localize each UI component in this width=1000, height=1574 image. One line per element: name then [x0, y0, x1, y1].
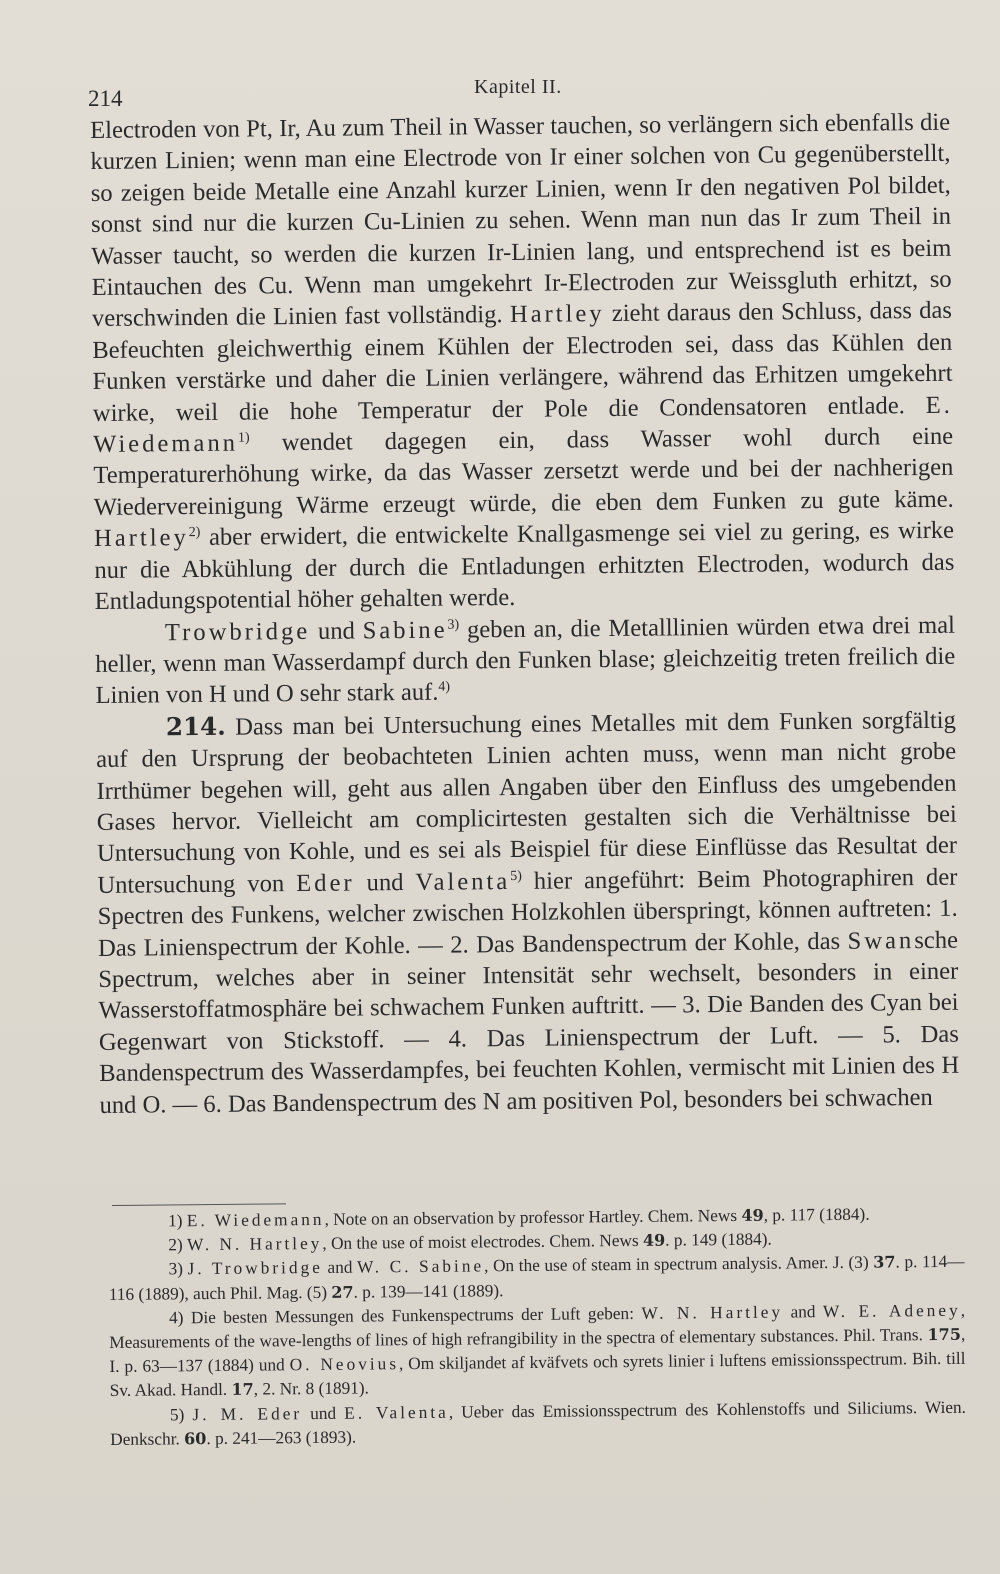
text-run: wendet dagegen ein, dass Wasser wohl durch eine Temperaturerhöhung wirke, da das Wasser zersetzt werde und bei der nachherigen Wiedervereinigung Wärme erzeugt würde, die eben dem Funken zu gute käme.: [93, 422, 954, 521]
footnote-ref: 4): [438, 679, 451, 695]
footnote-label: 4): [168, 1308, 184, 1328]
text-run: und: [301, 1403, 345, 1423]
footnote-label: 2): [168, 1235, 183, 1255]
author-name: Valenta: [415, 867, 511, 896]
text-run: . p. 114—116 (1889), auch Phil. Mag. (5): [108, 1252, 965, 1304]
paragraph-3: [96, 703, 960, 1121]
text-run: , Ueber das Emissionsspectrum des Kohlenstoffs und Siliciums. Wien. Denkschr.: [110, 1397, 967, 1449]
text-run: und: [310, 616, 363, 645]
volume-number: 49: [741, 1205, 764, 1225]
text-run: und: [354, 868, 416, 897]
author-name: E. Wiedemann: [93, 391, 953, 459]
footnote-ref: 2): [188, 525, 201, 541]
footnote-4: [109, 1299, 966, 1404]
footnote-ref: 3): [447, 616, 460, 633]
author-name: Eder: [296, 869, 355, 897]
text-run: , Note on an observation by professor Hartley. Chem. News: [324, 1205, 742, 1229]
text-run: , I. p. 63—137 (1884) und: [109, 1324, 966, 1377]
text-run: zieht daraus den Schluss, dass das Befeuchten gleichwerthig einem Kühlen der Electroden sei, dass das Kühlen den Funken verstärke und daher die Linien verlängere, während das Erhitzen umgekehrt wirke, weil die hohe Temperatur der Pole die Condensatoren entlade.: [92, 297, 953, 427]
text-run: sche Spectrum, welches aber in seiner Intensität sehr wechselt, besonders in einer Wasserstoffatmosphäre bei schwachem Funken auftritt. — 3. Die Banden des Cyan bei Gegenwart von Stickstoff. — 4. Das Linienspectrum der Luft. — 5. Das Bandenspectrum des Wasserdampfes, bei feuchten Kohlen, vermischt mit Linien des H und O. — 6. Das Bandenspectrum des N am positiven Pol, besonders bei schwachen: [98, 926, 960, 1119]
text-run: Dass man bei Untersuchung eines Metalles mit dem Funken sorgfältig auf den Ursprung der beobachteten Linien achten muss, wenn man nicht grobe Irrthümer begehen will, geht aus allen Angaben über den Einfluss des umgebenden Gases hervor. Vielleicht am complicirtesten gestalten sich die Verhältnisse bei Untersuchung von Kohle, und es sei als Beispiel für diese Einflüsse das Resultat der Untersuchung von: [96, 706, 958, 899]
footnote-3: [108, 1250, 964, 1307]
volume-number: 27: [331, 1282, 354, 1302]
author-name: J. Trowbridge: [187, 1258, 323, 1279]
text-run: aber erwidert, die entwickelte Knallgasmenge sei viel zu gering, es wirke nur die Abkühlung der durch die Entladungen erhitzten Electroden, wodurch das Entladungspotential höher gehalten werde.: [94, 517, 955, 616]
running-head: Kapitel II.: [474, 76, 562, 98]
section-number: 214.: [165, 711, 226, 742]
author-name: Swan: [847, 926, 915, 955]
footnotes: [108, 1202, 966, 1452]
author-name: W. N. Hartley: [641, 1302, 784, 1323]
text-run: Die besten Messungen des Funkenspectrums der Luft geben:: [190, 1303, 642, 1328]
text-run: geben an, die Metalllinien würden etwa drei mal heller, wenn man Wasserdampf durch den Funken blase; gleichzeitig treten freilich die Linien von H und O sehr stark auf.: [95, 611, 956, 710]
text-run: . p. 149 (1884).: [665, 1229, 772, 1250]
author-name: E. Valenta: [344, 1402, 449, 1423]
text-run: , p. 117 (1884).: [763, 1204, 870, 1225]
author-name: W. N. Hartley: [186, 1234, 323, 1255]
author-name: W. E. Adeney: [822, 1300, 961, 1321]
text-run: , On the use of moist electrodes. Chem. News: [322, 1231, 644, 1254]
text-run: and: [322, 1258, 358, 1278]
volume-number: 17: [231, 1380, 254, 1400]
text-run: , Om skiljandet af kväfvets och syrets linier i luftens emissionsspectrum. Bih. till Sv. Akad. Handl.: [109, 1348, 966, 1401]
text-run: Electroden von Pt, Ir, Au zum Theil in Wasser tauchen, so verlängern sich ebenfalls die kurzen Linien; wenn man eine Electrode von Ir einer solchen von Cu gegenüberstellt, so zeigen beide Metalle eine Anzahl kurzer Linien, wenn Ir den negativen Pol bildet, sonst sind nur die kurzen Cu-Linien zu sehen. Wenn man nun das Ir zum Theil in Wasser taucht, so werden die kurzen Ir-Linien lang, und entsprechend ist es beim Eintauchen des Cu. Wenn man umgekehrt Ir-Electroden zur Weissgluth erhitzt, so verschwinden die Linien fast vollständig.: [90, 108, 952, 333]
volume-number: 60: [184, 1428, 207, 1449]
page-number: 214: [88, 86, 123, 111]
author-name: Sabine: [362, 616, 448, 644]
footnote-ref: 1): [237, 430, 250, 446]
footnote-label: 1): [168, 1211, 183, 1231]
volume-number: 175: [927, 1324, 961, 1345]
author-name: J. M. Eder: [192, 1403, 303, 1424]
text-run: . p. 139—141 (1889).: [353, 1280, 504, 1302]
text-run: , 2. Nr. 8 (1891).: [253, 1378, 370, 1400]
text-run: . p. 241—263 (1893).: [206, 1427, 357, 1448]
body-text: [90, 107, 960, 1121]
paragraph-1: [90, 107, 955, 618]
author-name: Hartley: [93, 524, 189, 553]
author-name: Hartley: [509, 300, 605, 329]
volume-number: 37: [873, 1252, 896, 1273]
text-run: and: [782, 1301, 824, 1322]
footnote-label: 5): [169, 1404, 185, 1425]
footnote-divider: [112, 1203, 286, 1206]
text-run: hier angeführt: Beim Photographiren der Spectren des Funkens, welcher zwischen Holzkohlen überspringt, können auftreten: 1. Das Linienspectrum der Kohle. — 2. Das Bandenspectrum der Kohle, das: [97, 863, 958, 962]
footnote-label: 3): [168, 1259, 184, 1279]
volume-number: 49: [642, 1230, 666, 1251]
author-name: W. C. Sabine: [356, 1256, 485, 1278]
text-run: , Measurements of the wave-lengths of lines of high refrangibility in the spectra of elementary substances. Phil. Trans.: [109, 1300, 966, 1353]
author-name: Trowbridge: [164, 617, 311, 646]
footnote-ref: 5): [510, 868, 522, 884]
footnote-5: [110, 1395, 966, 1452]
author-name: O. Neovius: [289, 1354, 400, 1375]
author-name: E. Wiedemann: [186, 1209, 325, 1231]
paragraph-2: [95, 609, 956, 711]
text-run: , On the use of steam in spectrum analysis. Amer. J. (3): [484, 1253, 874, 1276]
